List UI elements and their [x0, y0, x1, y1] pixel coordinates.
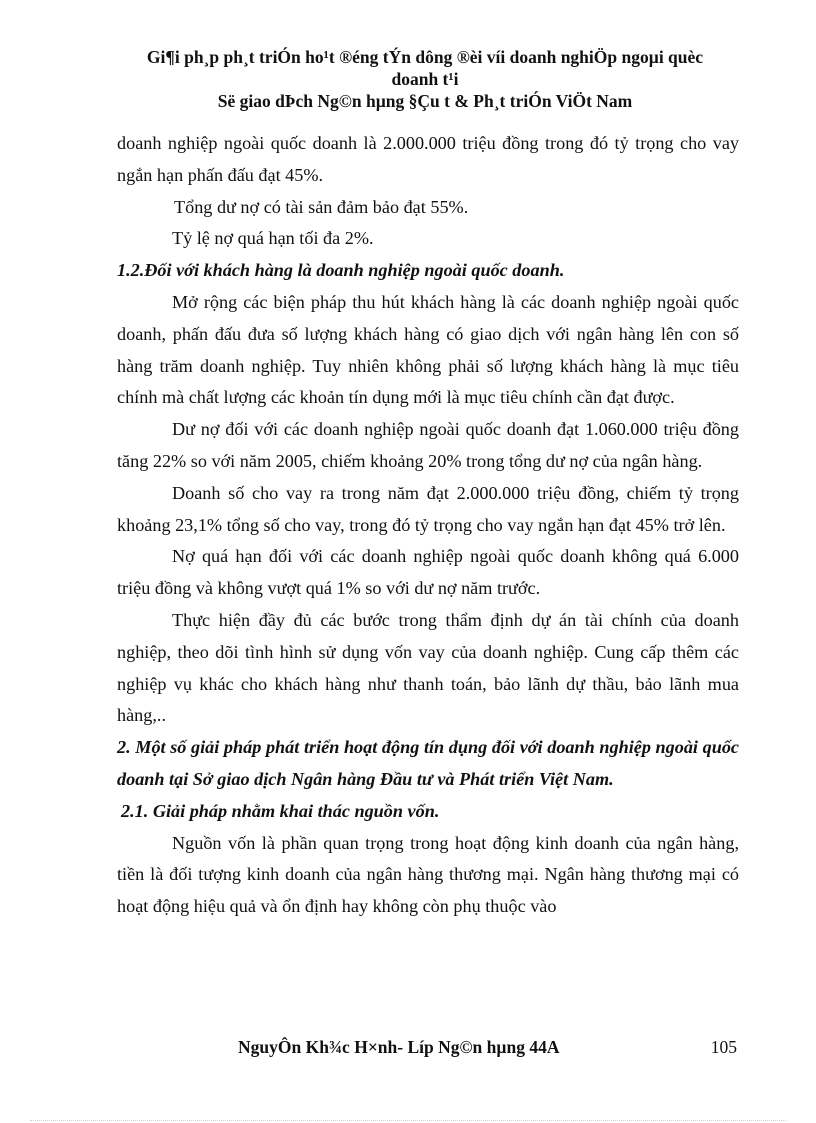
- paragraph: Mở rộng các biện pháp thu hút khách hàng là các doanh nghiệp ngoài quốc doanh, phấn đấu đưa số lượng khách hàng có giao dịch với ngân hàng lên con số hàng trăm doanh nghiệp. Tuy nhiên không phải số lượng khách hàng là mục tiêu chính mà chất lượng các khoản tín dụng mới là mục tiêu chính cần đạt được.: [117, 291, 739, 408]
- paragraph: Doanh số cho vay ra trong năm đạt 2.000.000 triệu đồng, chiếm tỷ trọng khoảng 23,1% tổng số cho vay, trong đó tỷ trọng cho vay ngắn hạn đạt 45% trở lên.: [117, 482, 739, 535]
- header-title-line1: Gi¶i ph¸p ph¸t triÓn ho¹t ®éng tÝn dông ®èi víi doanh nghiÖp ngoµi quèc: [146, 47, 704, 67]
- section-heading: 1.2.Đối với khách hàng là doanh nghiệp ngoài quốc doanh.: [117, 260, 565, 281]
- footer-author: NguyÔn Kh¾c H×nh- Líp Ng©n hµng 44A: [238, 1037, 560, 1057]
- paragraph: Dư nợ đối với các doanh nghiệp ngoài quốc doanh đạt 1.060.000 triệu đồng tăng 22% so với năm 2005, chiếm khoảng 20% trong tổng dư nợ của ngân hàng.: [117, 419, 739, 471]
- header-title-line2: doanh t¹i: [391, 69, 459, 89]
- paragraph: Tỷ lệ nợ quá hạn tối đa 2%.: [172, 228, 374, 249]
- paragraph: Tổng dư nợ có tài sản đảm bảo đạt 55%.: [174, 196, 469, 217]
- header-title-line3: Së giao dÞch Ng©n hµng §Çu t & Ph¸t triÓn ViÖt Nam: [217, 91, 633, 111]
- paragraph: Nợ quá hạn đối với các doanh nghiệp ngoài quốc doanh không quá 6.000 triệu đồng và không vượt quá 1% so với dư nợ năm trước.: [117, 546, 739, 599]
- section-heading: 2. Một số giải pháp phát triển hoạt động tín dụng đối với doanh nghiệp ngoài quốc doanh tại Sở giao dịch Ngân hàng Đầu tư và Phát triển Việt Nam.: [117, 737, 739, 789]
- paragraph: Thực hiện đầy đủ các bước trong thẩm định dự án tài chính của doanh nghiệp, theo dõi tình hình sử dụng vốn vay của doanh nghiệp. Cung cấp thêm các nghiệp vụ khác cho khách hàng như thanh toán, bảo lãnh dự thầu, bảo lãnh mua hàng,..: [117, 609, 739, 726]
- document-body: [117, 128, 739, 923]
- running-footer: [238, 1036, 741, 1058]
- paragraph: Nguồn vốn là phần quan trọng trong hoạt động kinh doanh của ngân hàng, tiền là đối tượng kinh doanh của ngân hàng thương mại. Ngân hàng thương mại có hoạt động hiệu quả và ổn định hay không còn phụ thuộc vào: [117, 832, 739, 917]
- paragraph: doanh nghiệp ngoài quốc doanh là 2.000.000 triệu đồng trong đó tỷ trọng cho vay ngắn hạn phấn đấu đạt 45%.: [117, 133, 739, 185]
- page-edge-divider: [30, 1120, 786, 1121]
- subsection-heading: 2.1. Giải pháp nhằm khai thác nguồn vốn.: [121, 800, 440, 821]
- page-number: 105: [710, 1037, 737, 1057]
- running-header: [105, 46, 745, 112]
